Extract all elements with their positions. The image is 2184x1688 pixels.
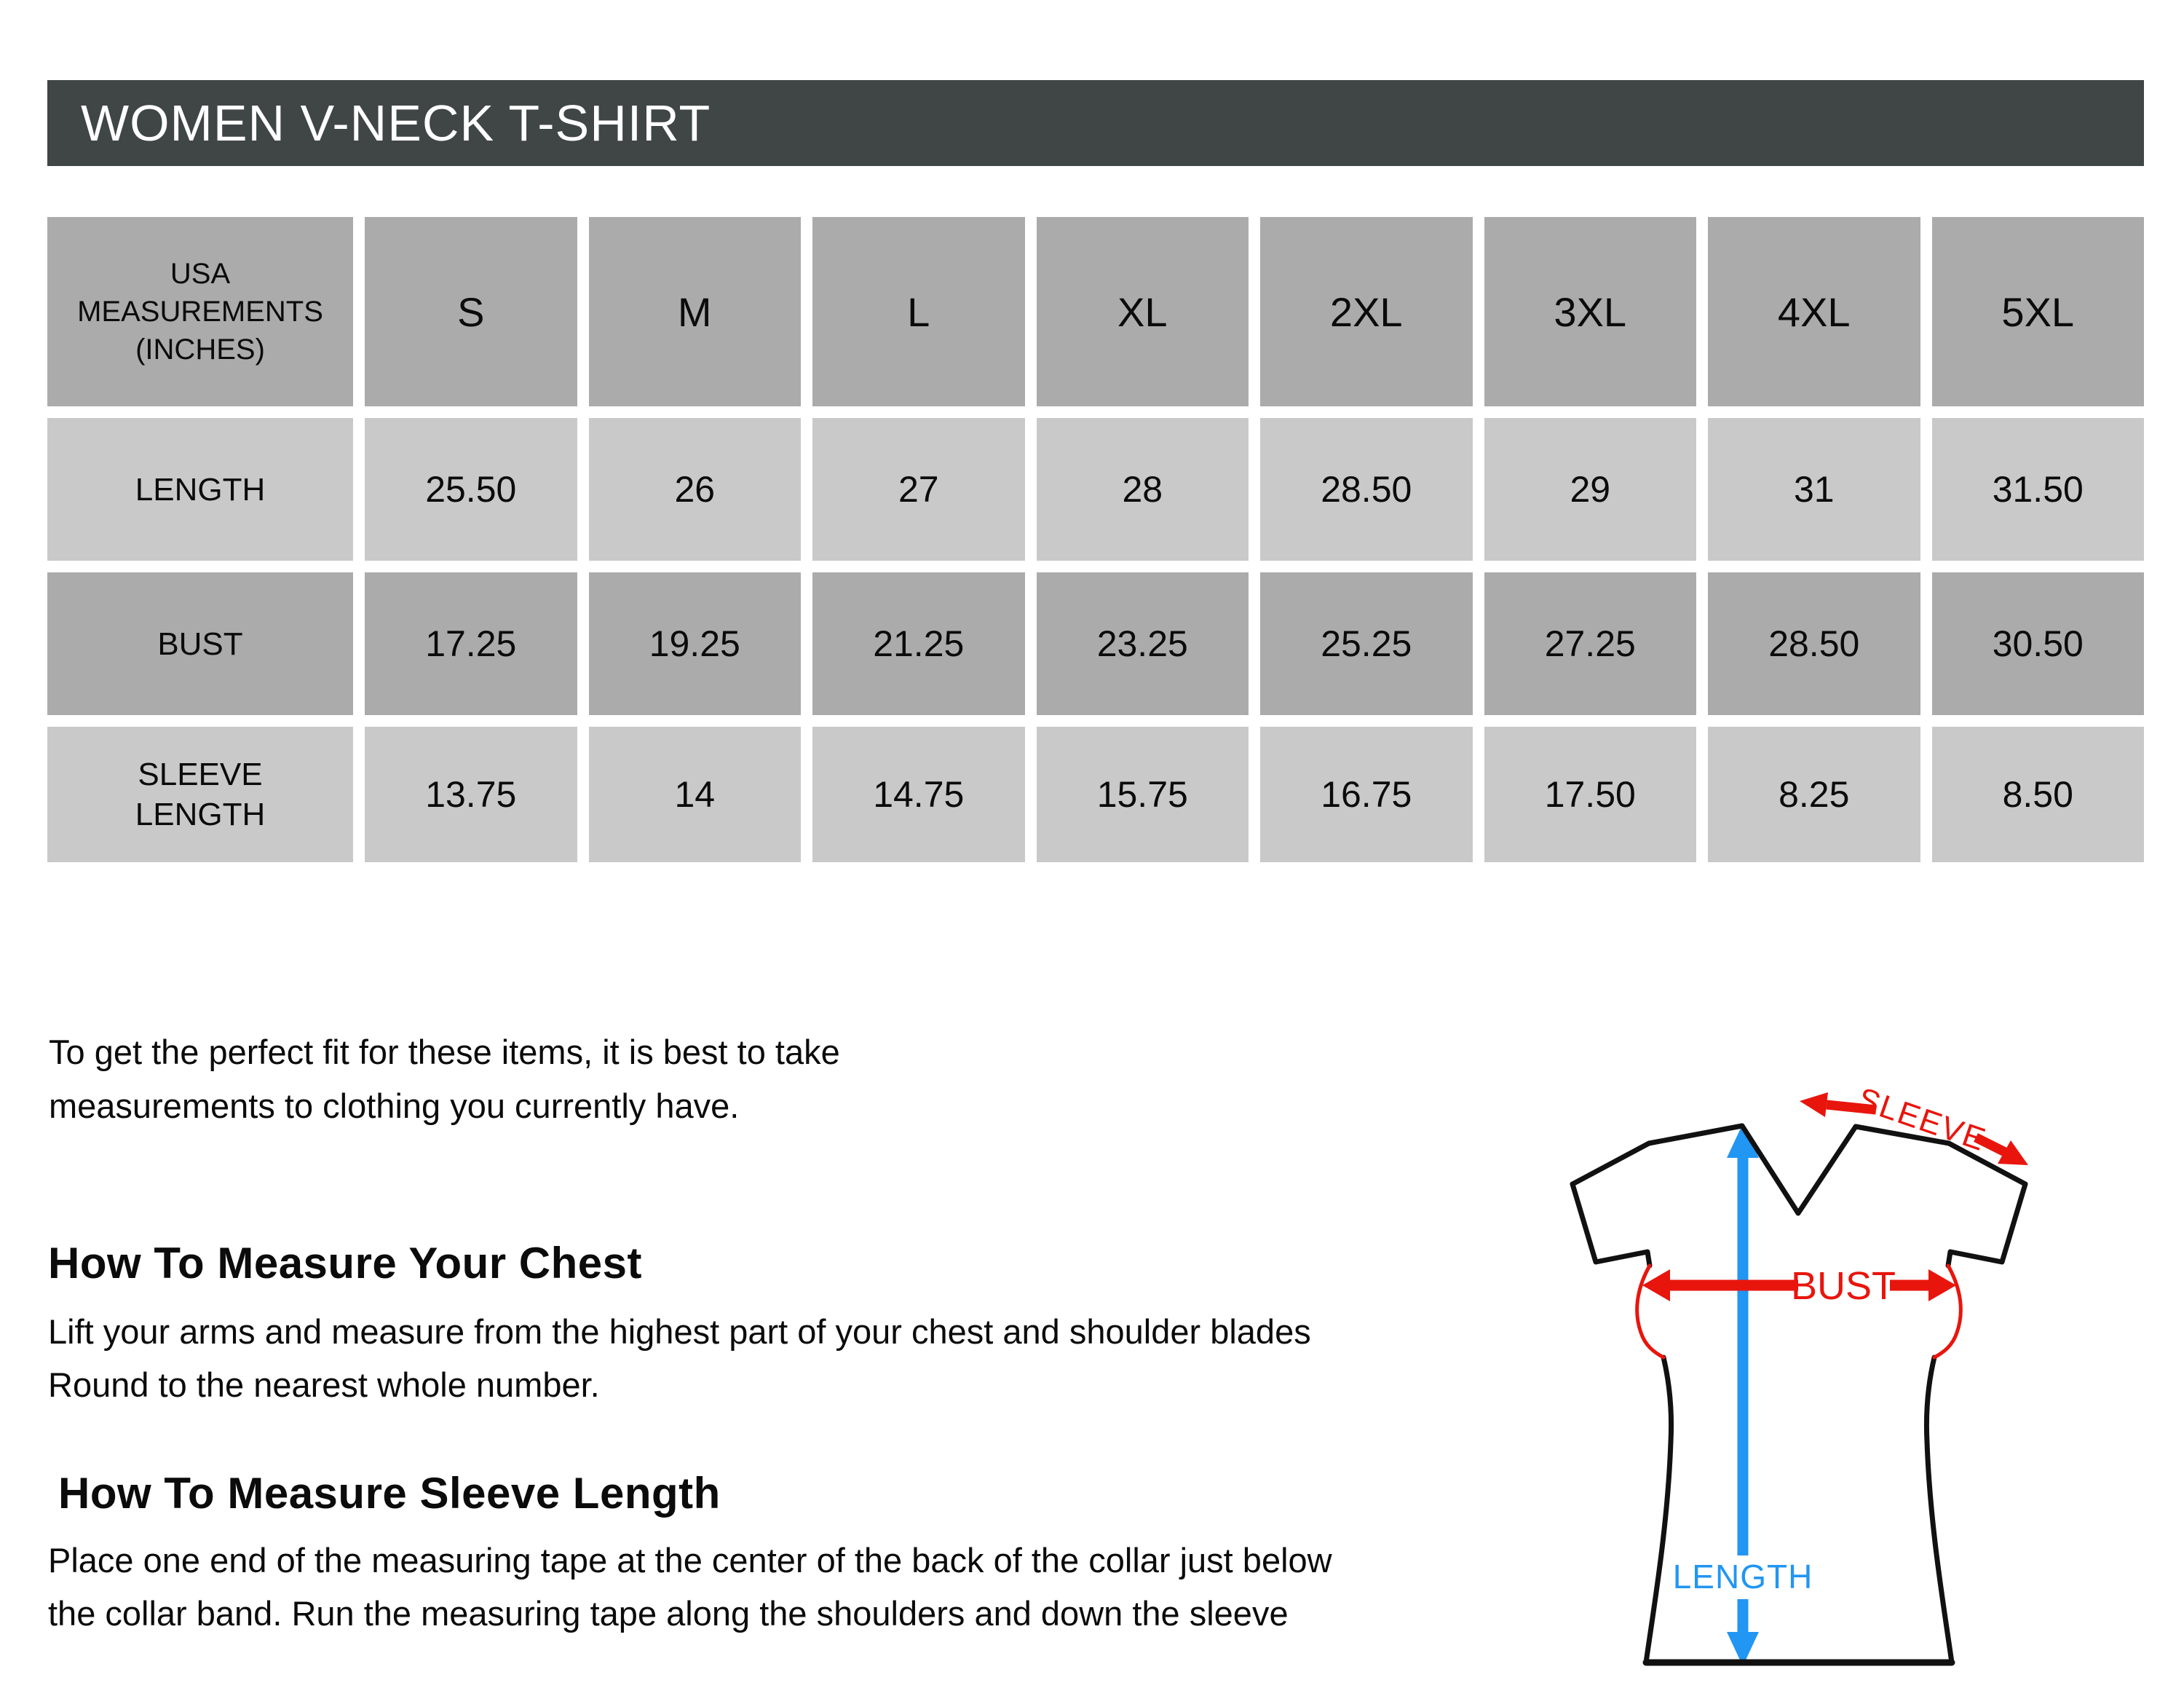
body-line: Place one end of the measuring tape at the center of the back of the collar just below (48, 1541, 1332, 1579)
bust-arrow (1642, 1264, 1956, 1308)
tshirt-diagram (1514, 1049, 2184, 1688)
value-cell: 8.25 (1708, 727, 1920, 862)
header-cell-3xl: 3XL (1484, 217, 1697, 406)
value-cell: 17.50 (1484, 727, 1697, 862)
title-bar (47, 80, 2144, 166)
row-label-bust: BUST (47, 572, 353, 715)
body-measure-sleeve (48, 1534, 1332, 1640)
value-cell: 25.25 (1260, 572, 1473, 715)
header-cell-s: S (365, 217, 577, 406)
length-label-group (1671, 1555, 1814, 1599)
header-cell-4xl: 4XL (1708, 217, 1920, 406)
body-line: the collar band. Run the measuring tape along the shoulders and down the sleeve (48, 1594, 1289, 1633)
value-cell: 23.25 (1037, 572, 1249, 715)
value-cell: 29 (1484, 418, 1697, 561)
value-cell: 26 (589, 418, 802, 561)
page-title: WOMEN V-NECK T-SHIRT (81, 95, 711, 151)
value-cell: 16.75 (1260, 727, 1473, 862)
value-cell: 15.75 (1037, 727, 1249, 862)
row-label-length: LENGTH (47, 418, 353, 561)
value-cell: 31.50 (1932, 418, 2145, 561)
heading-measure-sleeve: How To Measure Sleeve Length (58, 1469, 721, 1518)
heading-measure-chest: How To Measure Your Chest (48, 1239, 642, 1287)
body-line: Round to the nearest whole number. (48, 1365, 600, 1404)
value-cell: 27.25 (1484, 572, 1697, 715)
header-cell-5xl: 5XL (1932, 217, 2145, 406)
value-cell: 28.50 (1260, 418, 1473, 561)
body-line: Lift your arms and measure from the highest part of your chest and shoulder blades (48, 1312, 1311, 1351)
intro-line: To get the perfect fit for these items, it is best to take (49, 1033, 840, 1071)
bust-label: BUST (1790, 1264, 1896, 1308)
value-cell: 17.25 (365, 572, 577, 715)
value-cell: 14 (589, 727, 802, 862)
body-measure-chest (48, 1305, 1311, 1411)
value-cell: 8.50 (1932, 727, 2145, 862)
row-label-sleeve-length: SLEEVE LENGTH (47, 727, 353, 862)
value-cell: 19.25 (589, 572, 802, 715)
size-table (47, 217, 2144, 862)
sleeve-arrow (1800, 1081, 2028, 1165)
intro-paragraph (49, 1025, 840, 1133)
sleeve-label: SLEEVE (1853, 1081, 1991, 1159)
value-cell: 30.50 (1932, 572, 2145, 715)
header-cell-l: L (812, 217, 1025, 406)
value-cell: 27 (812, 418, 1025, 561)
header-cell-xl: XL (1037, 217, 1249, 406)
value-cell: 21.25 (812, 572, 1025, 715)
value-cell: 31 (1708, 418, 1920, 561)
value-cell: 28.50 (1708, 572, 1920, 715)
header-cell-measurements: USA MEASUREMENTS (INCHES) (47, 217, 353, 406)
value-cell: 14.75 (812, 727, 1025, 862)
header-cell-2xl: 2XL (1260, 217, 1473, 406)
value-cell: 13.75 (365, 727, 577, 862)
intro-line: measurements to clothing you currently have. (49, 1086, 740, 1125)
length-label: LENGTH (1672, 1558, 1813, 1596)
value-cell: 28 (1037, 418, 1249, 561)
header-cell-m: M (589, 217, 802, 406)
value-cell: 25.50 (365, 418, 577, 561)
